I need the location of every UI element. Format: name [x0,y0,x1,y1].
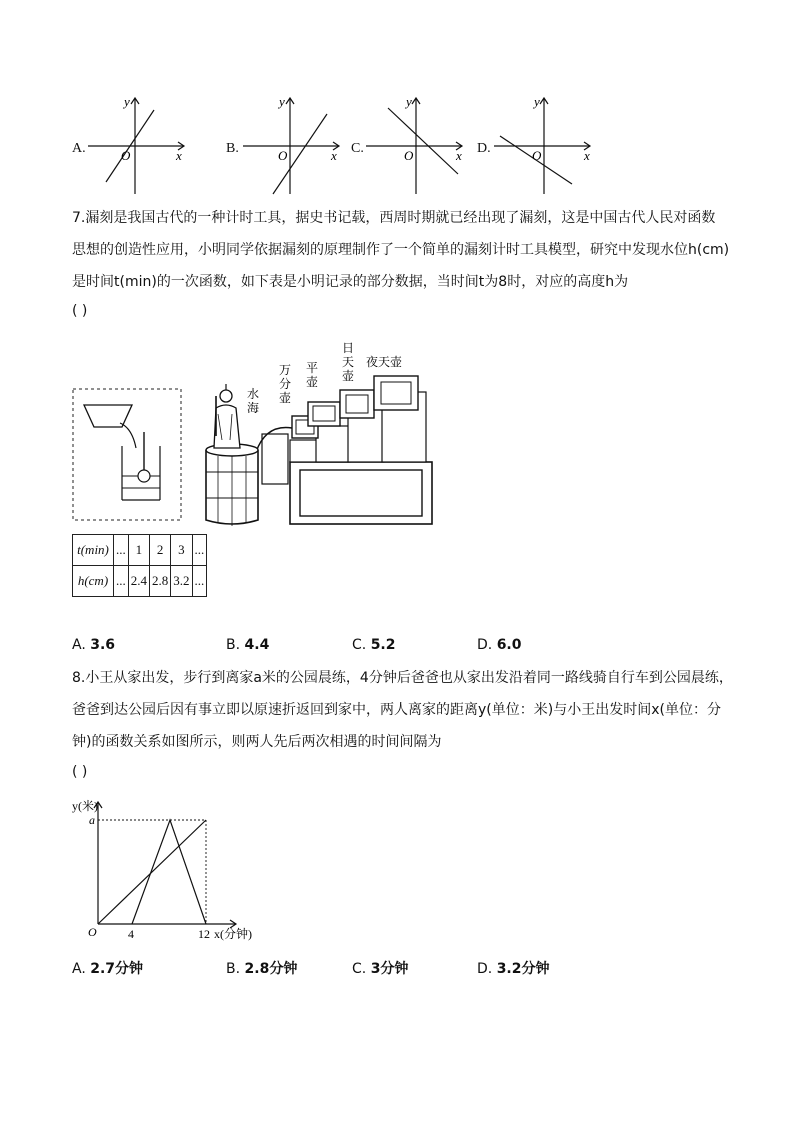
x-axis-label: x(分钟) [214,927,252,941]
dad-line [132,820,206,924]
option-value: 2.7分钟 [90,961,144,977]
q8-text-line-2: 爸爸到达公园后因有事立即以原速折返回到家中，两人离家的距离y(单位：米)与小王出发时间x(单位：分 [72,702,721,718]
q6-option-a-graph [88,94,198,196]
option-letter: C. [352,637,367,653]
q7-water-clock-diagram [72,388,184,522]
option-letter: B. [226,637,241,653]
x-axis-label: x [456,148,462,163]
q7-text-line-1: 7.漏刻是我国古代的一种计时工具，据史书记载，西周时期就已经出现了漏刻，这是中国古代人民对函数 [72,210,716,226]
table-cell: 2 [150,535,171,566]
table-cell: h(cm) [73,566,114,597]
q6-option-d-graph [494,94,604,196]
q6-option-c-letter: C. [351,141,364,156]
q7-option-b[interactable] [226,637,269,653]
option-letter: A. [72,637,86,653]
q8-option-a[interactable] [72,958,143,978]
table-cell: 3 [171,535,192,566]
option-value: 5.2 [370,637,396,653]
q8-text-line-1: 8.小王从家出发，步行到离家a米的公园晨练，4分钟后爸爸也从家出发沿着同一路线骑自行车到公园晨练， [72,670,733,686]
q7-option-d[interactable] [477,637,522,653]
q8-option-c[interactable] [352,958,408,978]
q6-option-d-letter: D. [477,141,491,156]
option-letter: C. [352,961,367,977]
q6-option-b-graph [243,94,353,196]
origin-label: O [121,148,131,163]
option-value: 4.4 [244,637,270,653]
y-axis-label: y [279,94,285,109]
option-value: 3分钟 [370,961,409,977]
label-pinghu-2: 壶 [306,375,319,389]
option-value: 3.6 [90,637,116,653]
y-axis-label: y [406,94,412,109]
label-yetianhu: 夜天壶 [366,355,403,369]
option-value: 3.2分钟 [496,961,550,977]
q6-option-b-letter: B. [226,141,239,156]
label-shuihai-1: 水 [247,387,260,401]
table-row [73,535,207,566]
q7-answer-paren: ( ) [72,303,88,319]
label-ritianhu-3: 壶 [342,369,355,383]
table-cell: 1 [128,535,149,566]
tick-4: 4 [128,927,134,941]
label-pinghu-1: 平 [306,361,319,375]
a-label: a [89,813,95,827]
table-cell: 2.8 [150,566,171,597]
q6-option-c-graph [366,94,476,196]
option-letter: A. [72,961,86,977]
label-wanfenhu-3: 壶 [279,391,292,405]
origin-label: O [532,148,542,163]
label-ritianhu-1: 日 [342,341,355,355]
label-wanfenhu-1: 万 [279,363,292,377]
q8-text-line-3: 钟)的函数关系如图所示，则两人先后两次相遇的时间间隔为 [72,734,442,750]
xiaowang-line [98,820,206,924]
y-axis-label: y [124,94,130,109]
origin-label: O [404,148,414,163]
y-axis-label: y(米) [72,799,98,813]
table-cell: ... [192,566,207,597]
q8-answer-paren: ( ) [72,764,88,780]
origin-label: O [88,925,97,939]
option-value: 2.8分钟 [244,961,298,977]
q8-distance-time-graph [72,796,262,946]
table-cell: ... [192,535,207,566]
q7-ancient-water-clock-illustration [200,340,436,526]
q7-text-line-3: 是时间t(min)的一次函数，如下表是小明记录的部分数据，当时间t为8时，对应的高度h为 [72,274,629,290]
label-wanfenhu-2: 分 [279,377,292,391]
q7-text-line-2: 思想的创造性应用，小明同学依据漏刻的原理制作了一个简单的漏刻计时工具模型，研究中发现水位h(cm) [72,242,730,258]
table-cell: 2.4 [128,566,149,597]
x-axis-label: x [331,148,337,163]
y-axis-label: y [534,94,540,109]
q7-option-a[interactable] [72,637,115,653]
q7-option-c[interactable] [352,637,396,653]
table-row [73,566,207,597]
option-letter: D. [477,961,493,977]
option-value: 6.0 [496,637,522,653]
table-cell: 3.2 [171,566,192,597]
tick-12: 12 [198,927,210,941]
x-axis-label: x [176,148,182,163]
q6-option-a-letter: A. [72,141,86,156]
label-shuihai-2: 海 [247,401,260,415]
label-ritianhu-2: 天 [342,355,355,369]
table-cell: ... [114,535,129,566]
table-cell: t(min) [73,535,114,566]
table-cell: ... [114,566,129,597]
q8-option-b[interactable] [226,958,297,978]
option-letter: B. [226,961,241,977]
x-axis-label: x [584,148,590,163]
q8-option-d[interactable] [477,958,550,978]
option-letter: D. [477,637,493,653]
q7-data-table [72,534,207,597]
origin-label: O [278,148,288,163]
